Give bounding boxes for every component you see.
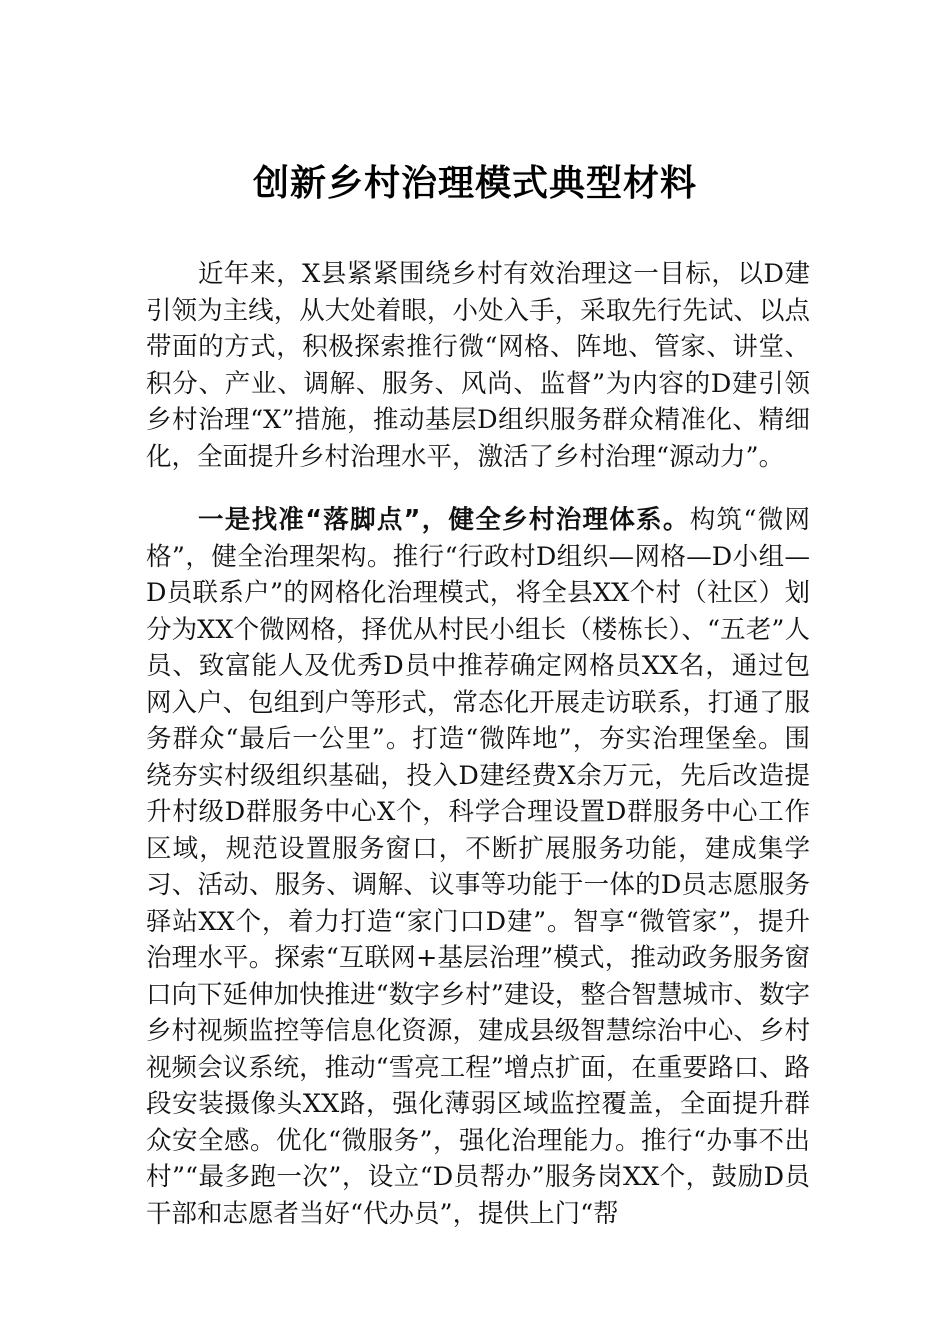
document-title: 创新乡村治理模式典型材料 bbox=[252, 162, 697, 204]
section-one-paragraph bbox=[146, 502, 810, 1232]
section-one-body: 构筑“微网格”，健全治理架构。推行“行政村D组织—网格—D小组—D员联系户”的网格化治理模式，将全县XX个村（社区）划分为XX个微网格，择优从村民小组长（楼栋长）、“五老”人员、致富能人及优秀D员中推荐确定网格员XX名，通过包网入户、包组到户等形式，常态化开展走访联系，打通了服务群众“最后一公里”。打造“微阵地”，夯实治理堡垒。围绕夯实村级组织基础，投入D建经费X余万元，先后改造提升村级D群服务中心X个，科学合理设置D群服务中心工作区域，规范设置服务窗口，不断扩展服务功能，建成集学习、活动、服务、调解、议事等功能于一体的D员志愿服务驿站XX个，着力打造“家门口D建”。智享“微管家”，提升治理水平。探索“互联网+基层治理”模式，推动政务服务窗口向下延伸加快推进“数字乡村”建设，整合智慧城市、数字乡村视频监控等信息化资源，建成县级智慧综治中心、乡村视频会议系统，推动“雪亮工程”增点扩面，在重要路口、路段安装摄像头XX路，强化薄弱区域监控覆盖，全面提升群众安全感。优化“微服务”，强化治理能力。推行“办事不出村”“最多跑一次”，设立“D员帮办”服务岗XX个，鼓励D员干部和志愿者当好“代办员”，提供上门“帮 bbox=[146, 505, 810, 1229]
section-one-heading: 一是找准“落脚点”，健全乡村治理体系。 bbox=[198, 505, 690, 535]
intro-paragraph: 近年来，X县紧紧围绕乡村有效治理这一目标，以D建引领为主线，从大处着眼，小处入手，采取先行先试、以点带面的方式，积极探索推行微“网格、阵地、管家、讲堂、积分、产业、调解、服务、风尚、监督”为内容的D建引领乡村治理“X”措施，推动基层D组织服务群众精准化、精细化，全面提升乡村治理水平，激活了乡村治理“源动力”。 bbox=[146, 259, 810, 472]
